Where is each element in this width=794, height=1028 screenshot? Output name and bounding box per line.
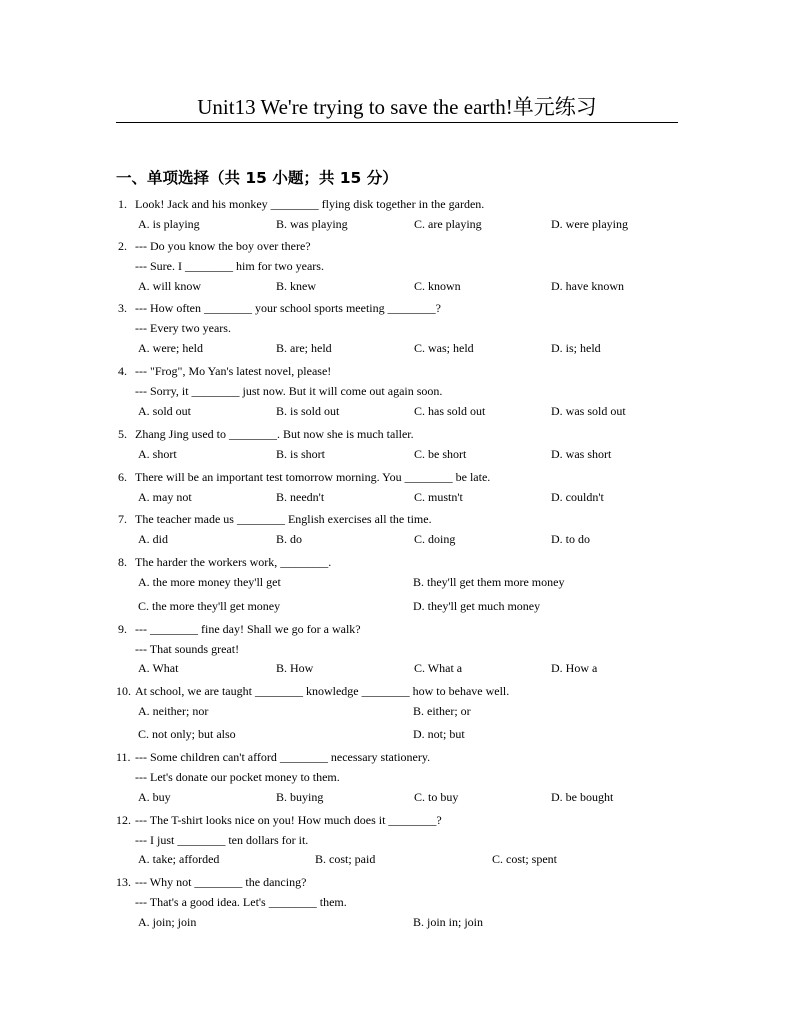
question-12-line-2 bbox=[0, 831, 794, 849]
option-d[interactable]: D. to do bbox=[551, 532, 590, 546]
option-b[interactable]: B. cost; paid bbox=[315, 852, 376, 866]
question-number: 1. bbox=[118, 197, 127, 211]
question-text: At school, we are taught ________ knowledge ________ how to behave well. bbox=[135, 684, 510, 698]
option-a[interactable]: A. take; afforded bbox=[138, 852, 220, 866]
option-d[interactable]: D. How a bbox=[551, 661, 598, 675]
option-d[interactable]: D. was sold out bbox=[551, 404, 626, 418]
option-d[interactable]: D. couldn't bbox=[551, 490, 604, 504]
question-11-line-2 bbox=[0, 768, 794, 786]
option-a[interactable]: A. may not bbox=[138, 490, 192, 504]
question-text: Zhang Jing used to ________. But now she is much taller. bbox=[135, 427, 414, 441]
option-b[interactable]: B. is sold out bbox=[276, 404, 340, 418]
question-number: 5. bbox=[118, 427, 127, 441]
option-b[interactable]: B. either; or bbox=[413, 704, 471, 718]
option-a[interactable]: A. is playing bbox=[138, 217, 200, 231]
option-b[interactable]: B. is short bbox=[276, 447, 326, 461]
question-text: --- Some children can't afford ________ necessary stationery. bbox=[135, 750, 431, 764]
question-text: --- Every two years. bbox=[135, 321, 231, 335]
option-c[interactable]: C. to buy bbox=[414, 790, 459, 804]
question-text: --- The T-shirt looks nice on you! How much does it ________? bbox=[135, 813, 442, 827]
question-text: Look! Jack and his monkey ________ flying disk together in the garden. bbox=[135, 197, 485, 211]
option-d[interactable]: D. be bought bbox=[551, 790, 614, 804]
question-number: 6. bbox=[118, 470, 127, 484]
question-text: --- Let's donate our pocket money to them. bbox=[135, 770, 340, 784]
question-text: --- That sounds great! bbox=[135, 642, 240, 656]
question-12-stem bbox=[0, 811, 794, 829]
option-a[interactable]: A. were; held bbox=[138, 341, 203, 355]
option-b[interactable]: B. join in; join bbox=[413, 915, 484, 929]
option-c[interactable]: C. not only; but also bbox=[138, 727, 236, 741]
question-13-stem bbox=[0, 873, 794, 891]
question-9-line-2 bbox=[0, 640, 794, 658]
question-10-stem bbox=[0, 682, 794, 700]
option-b[interactable]: B. How bbox=[276, 661, 314, 675]
option-d[interactable]: D. was short bbox=[551, 447, 612, 461]
option-b[interactable]: B. knew bbox=[276, 279, 316, 293]
question-text: --- I just ________ ten dollars for it. bbox=[135, 833, 309, 847]
question-number: 12. bbox=[116, 813, 131, 827]
question-text: --- Do you know the boy over there? bbox=[135, 239, 311, 253]
question-text: --- Sorry, it ________ just now. But it will come out again soon. bbox=[135, 384, 443, 398]
question-number: 7. bbox=[118, 512, 127, 526]
section-heading: 一、单项选择（共 15 小题；共 15 分） bbox=[116, 169, 398, 187]
question-number: 8. bbox=[118, 555, 127, 569]
question-number: 9. bbox=[118, 622, 127, 636]
option-a[interactable]: A. will know bbox=[138, 279, 201, 293]
question-text: The harder the workers work, ________. bbox=[135, 555, 332, 569]
question-text: --- That's a good idea. Let's ________ them. bbox=[135, 895, 347, 909]
question-number: 13. bbox=[116, 875, 131, 889]
option-b[interactable]: B. needn't bbox=[276, 490, 325, 504]
question-text: --- Sure. I ________ him for two years. bbox=[135, 259, 324, 273]
question-13-line-2 bbox=[0, 893, 794, 911]
question-text: --- "Frog", Mo Yan's latest novel, please! bbox=[135, 364, 332, 378]
option-a[interactable]: A. the more money they'll get bbox=[138, 575, 281, 589]
question-2-line-2 bbox=[0, 257, 794, 275]
question-3-line-2 bbox=[0, 319, 794, 337]
question-11-stem bbox=[0, 748, 794, 766]
option-d[interactable]: D. have known bbox=[551, 279, 624, 293]
question-9-stem bbox=[0, 620, 794, 638]
question-number: 11. bbox=[116, 750, 131, 764]
question-7-stem bbox=[0, 510, 794, 528]
option-c[interactable]: C. be short bbox=[414, 447, 467, 461]
option-c[interactable]: C. was; held bbox=[414, 341, 474, 355]
question-text: --- Why not ________ the dancing? bbox=[135, 875, 307, 889]
question-1-stem bbox=[0, 195, 794, 213]
option-d[interactable]: D. they'll get much money bbox=[413, 599, 541, 613]
question-number: 4. bbox=[118, 364, 127, 378]
option-a[interactable]: A. sold out bbox=[138, 404, 192, 418]
option-c[interactable]: C. known bbox=[414, 279, 461, 293]
option-b[interactable]: B. they'll get them more money bbox=[413, 575, 565, 589]
option-a[interactable]: A. neither; nor bbox=[138, 704, 209, 718]
option-b[interactable]: B. buying bbox=[276, 790, 324, 804]
option-a[interactable]: A. buy bbox=[138, 790, 171, 804]
question-4-line-2 bbox=[0, 382, 794, 400]
option-c[interactable]: C. are playing bbox=[414, 217, 482, 231]
document-title: Unit13 We're trying to save the earth!单元练习 bbox=[197, 95, 597, 119]
question-3-stem bbox=[0, 299, 794, 317]
option-c[interactable]: C. cost; spent bbox=[492, 852, 557, 866]
question-4-stem bbox=[0, 362, 794, 380]
question-number: 3. bbox=[118, 301, 127, 315]
option-d[interactable]: D. were playing bbox=[551, 217, 628, 231]
question-text: There will be an important test tomorrow morning. You ________ be late. bbox=[135, 470, 491, 484]
option-a[interactable]: A. short bbox=[138, 447, 177, 461]
option-d[interactable]: D. is; held bbox=[551, 341, 601, 355]
option-a[interactable]: A. did bbox=[138, 532, 168, 546]
title-underline bbox=[116, 122, 678, 123]
option-a[interactable]: A. What bbox=[138, 661, 179, 675]
option-c[interactable]: C. has sold out bbox=[414, 404, 486, 418]
option-b[interactable]: B. are; held bbox=[276, 341, 332, 355]
question-8-stem bbox=[0, 553, 794, 571]
option-b[interactable]: B. do bbox=[276, 532, 303, 546]
question-text: --- ________ fine day! Shall we go for a walk? bbox=[135, 622, 361, 636]
question-number: 2. bbox=[118, 239, 127, 253]
option-c[interactable]: C. doing bbox=[414, 532, 456, 546]
question-text: The teacher made us ________ English exercises all the time. bbox=[135, 512, 432, 526]
option-d[interactable]: D. not; but bbox=[413, 727, 465, 741]
option-c[interactable]: C. mustn't bbox=[414, 490, 463, 504]
question-2-stem bbox=[0, 237, 794, 255]
question-5-stem bbox=[0, 425, 794, 443]
question-number: 10. bbox=[116, 684, 131, 698]
option-a[interactable]: A. join; join bbox=[138, 915, 197, 929]
option-c[interactable]: C. the more they'll get money bbox=[138, 599, 281, 613]
option-b[interactable]: B. was playing bbox=[276, 217, 348, 231]
option-c[interactable]: C. What a bbox=[414, 661, 463, 675]
question-text: --- How often ________ your school sports meeting ________? bbox=[135, 301, 441, 315]
question-6-stem bbox=[0, 468, 794, 486]
